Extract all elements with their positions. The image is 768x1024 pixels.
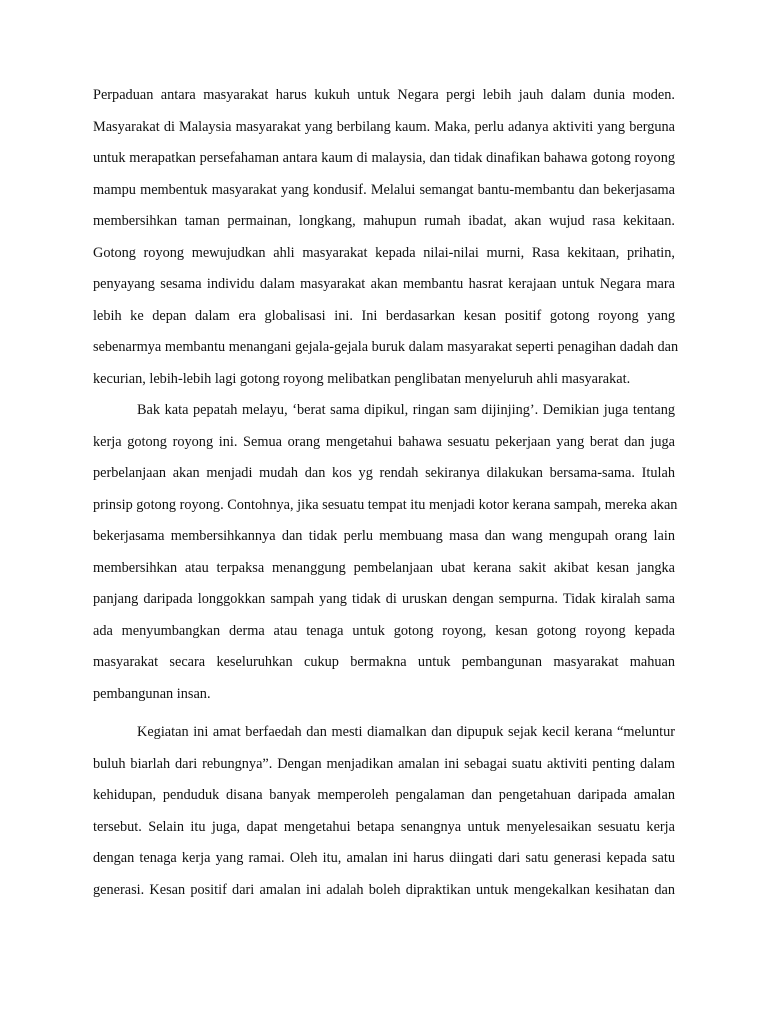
text-line: tersebut. Selain itu juga, dapat mengetahui betapa senangnya untuk menyelesaikan sesuatu kerja	[93, 818, 675, 835]
text-line: kecurian, lebih-lebih lagi gotong royong melibatkan penglibatan menyeluruh ahli masyarakat.	[93, 370, 631, 387]
text-line: pembangunan insan.	[93, 685, 211, 702]
text-line: perbelanjaan akan menjadi mudah dan kos yg rendah sekiranya dilakukan bersama-sama. Itulah	[93, 465, 675, 481]
text-line: bekerjasama membersihkannya dan tidak perlu membuang masa dan wang mengupah orang lain	[93, 528, 675, 544]
text-line: kehidupan, penduduk disana banyak memperoleh pengalaman dan pengetahuan daripada amalan	[93, 787, 675, 803]
text-line: prinsip gotong royong. Contohnya, jika sesuatu tempat itu menjadi kotor kerana sampah, mereka akan	[93, 496, 678, 513]
text-line: masyarakat secara keseluruhkan cukup bermakna untuk pembangunan masyarakat mahuan	[93, 654, 675, 670]
text-line: untuk merapatkan persefahaman antara kaum di malaysia, dan tidak dinafikan bahawa gotong royong	[93, 150, 675, 166]
text-line: Kegiatan ini amat berfaedah dan mesti diamalkan dan dipupuk sejak kecil kerana “meluntur	[137, 724, 675, 740]
text-line: kerja gotong royong ini. Semua orang mengetahui bahawa sesuatu pekerjaan yang berat dan juga	[93, 433, 675, 450]
text-line: generasi. Kesan positif dari amalan ini adalah boleh dipraktikan untuk mengekalkan kesihatan dan	[93, 881, 675, 898]
text-line: membersihkan taman permainan, longkang, mahupun rumah ibadat, akan wujud rasa kekitaan.	[93, 213, 675, 229]
text-line: lebih ke depan dalam era globalisasi ini. Ini berdasarkan kesan positif gotong royong yang	[93, 307, 675, 324]
text-line: Gotong royong mewujudkan ahli masyarakat kepada nilai-nilai murni, Rasa kekitaan, prihatin,	[93, 244, 675, 261]
text-line: penyayang sesama individu dalam masyarakat akan membantu hasrat kerajaan untuk Negara mara	[93, 276, 675, 292]
text-line: Bak kata pepatah melayu, ‘berat sama dipikul, ringan sam dijinjing’. Demikian juga tentang	[137, 402, 675, 418]
text-line: membersihkan atau terpaksa menanggung pembelanjaan ubat kerana sakit akibat kesan jangka	[93, 559, 675, 576]
text-line: sebenarmya membantu menangani gejala-gejala buruk dalam masyarakat seperti penagihan dadah dan	[93, 339, 679, 355]
paragraph-3	[93, 721, 675, 910]
paragraph-2	[93, 399, 678, 714]
text-line: buluh biarlah dari rebungnya”. Dengan menjadikan amalan ini sebagai suatu aktiviti penting dalam	[93, 755, 675, 772]
paragraph-1	[93, 84, 679, 399]
text-line: panjang daripada longgokkan sampah yang tidak di uruskan dengan sempurna. Tidak kiralah sama	[93, 591, 675, 607]
text-line: mampu membentuk masyarakat yang kondusif. Melalui semangat bantu-membantu dan bekerjasama	[93, 181, 675, 198]
text-line: Masyarakat di Malaysia masyarakat yang berbilang kaum. Maka, perlu adanya aktiviti yang berguna	[93, 118, 675, 135]
text-line: Perpaduan antara masyarakat harus kukuh untuk Negara pergi lebih jauh dalam dunia moden.	[93, 87, 675, 103]
text-line: ada menyumbangkan derma atau tenaga untuk gotong royong, kesan gotong royong kepada	[93, 622, 675, 639]
text-line: dengan tenaga kerja yang ramai. Oleh itu, amalan ini harus diingati dari satu generasi kepada satu	[93, 850, 675, 866]
